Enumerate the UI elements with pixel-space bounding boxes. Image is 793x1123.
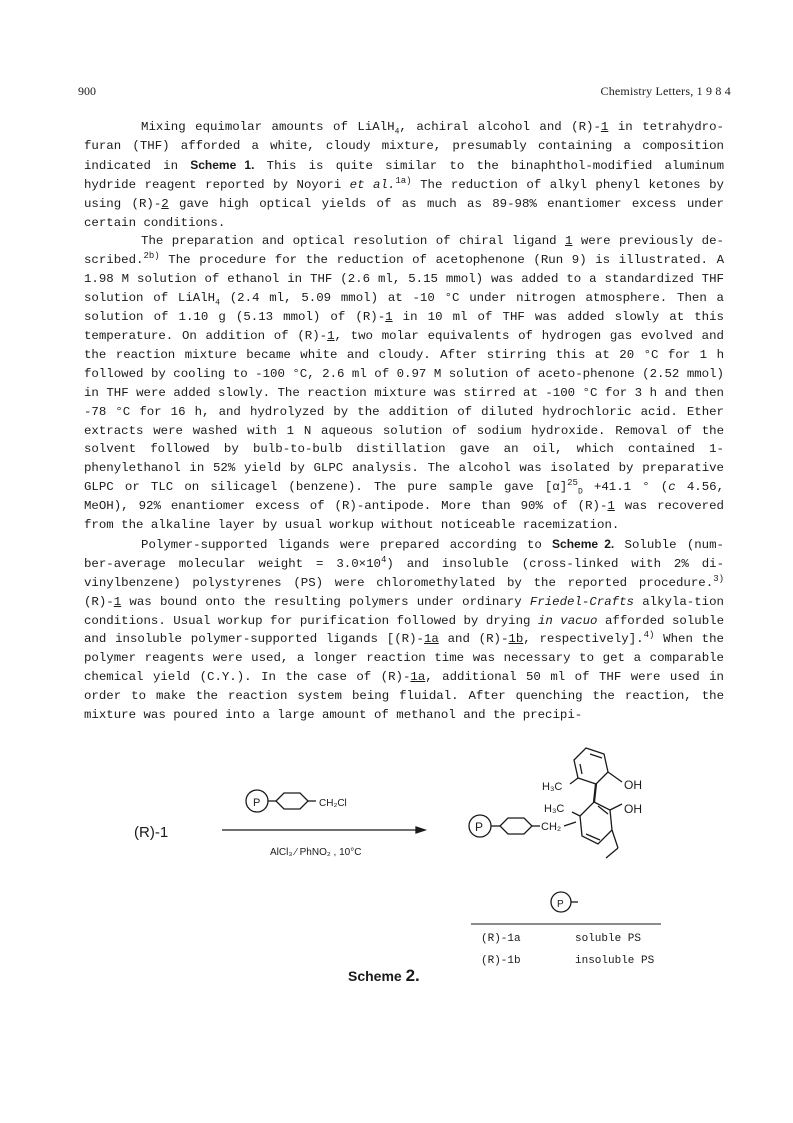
citation-ref: 1a) — [395, 175, 412, 186]
compound-ref: 2 — [161, 196, 169, 211]
bond-line — [608, 772, 622, 782]
double-bond-line — [590, 754, 602, 758]
text-run: 4.56, MeOH), 92% enantiomer excess of (R)-antipode. More than 90% of (R)- — [84, 480, 725, 514]
text-run: (R)- — [84, 594, 114, 609]
text-run: Soluble (num-ber-average molecular weight = 3.0×10 — [84, 537, 724, 571]
compound-ref: 1 — [113, 594, 122, 609]
italic-run: in vacuo — [537, 613, 598, 628]
compound-ref: 1 — [385, 310, 393, 325]
subscript: 4 — [394, 127, 400, 137]
reactant-label: (R)-1 — [134, 824, 169, 841]
text-run: The reduction of alkyl phenyl ketones by using (R)- — [84, 177, 724, 211]
text-run: Polymer-supported ligands were prepared according to — [141, 537, 553, 552]
text-run: Mixing equimolar amounts of LiAlH — [141, 120, 395, 134]
text-run: , achiral alcohol and (R)- — [399, 120, 601, 134]
caption-word: Scheme — [348, 968, 402, 984]
paragraph-3 — [84, 535, 724, 725]
table-row — [471, 955, 661, 977]
benzene-ring-icon — [500, 818, 532, 834]
compound-ref: 1b — [508, 632, 524, 647]
footer-p-label: P — [557, 899, 564, 910]
benzene-ring-icon — [276, 793, 308, 809]
caption-number: 2. — [405, 966, 420, 985]
citation-ref: 2b) — [143, 251, 160, 262]
subscript: 4 — [215, 298, 220, 308]
text-run: in 10 ml of THF was added slowly at this temperature. On addition of (R)- — [84, 310, 724, 343]
paragraph-2 — [84, 232, 724, 535]
text-run: (2.4 ml, 5.09 mmol) at -10 °C under nitrogen atmosphere. Then a solution of 1.10 g (5.13 mmol) of (R)- — [84, 291, 724, 325]
reagent-p-label: P — [253, 797, 261, 809]
double-bond-line — [580, 764, 582, 774]
compound-cell: (R)-1b — [481, 955, 521, 967]
table-row — [471, 933, 661, 955]
subscript: D — [577, 487, 583, 497]
text-run: When the polymer reagents were used, a longer reaction time was necessary to get a comparable chemical yield (C.Y.). In the case of (R)- — [84, 632, 724, 685]
text-run: was recovered from the alkaline layer by usual workup without noticeable racemization. — [84, 499, 724, 533]
bond-line — [610, 804, 622, 810]
article-body — [84, 118, 724, 725]
product-table — [471, 933, 661, 977]
superscript: 4 — [380, 554, 387, 565]
citation-ref: 3) — [713, 573, 724, 584]
italic-run: et al. — [349, 177, 396, 192]
bond-line — [570, 778, 578, 784]
bond-line — [606, 848, 618, 858]
text-run: The preparation and optical resolution of chiral ligand — [141, 234, 565, 249]
text-run: , two molar equivalents of hydrogen gas evolved and the reaction mixture became white and cloudy. After stirring this at 20 °C for 1 h followed by cooling to -100 °C, 2.6 ml of 0.97 M solution of aceto-phenone (2.52 mmol) in THF were added slowly. The reaction mixture was stirred at -100 °C for 3 h and then -78 °C for 16 h, and hydrolyzed by the addition of diluted hydrochloric acid. Ether extracts were washed with 1 N aqueous solution of sodium hydroxide. Removal of the solvent followed by bulb-to-bulb distillation gave an oil, which contained 1-phenylethanol in 52% yield by GLPC analysis. The alcohol was isolated by preparative GLPC or TLC on silicagel (benzene). The pure sample gave [α] — [84, 328, 724, 495]
scheme-caption — [348, 966, 420, 986]
oh-bottom-label: OH — [624, 802, 642, 816]
compound-ref: 1a — [423, 632, 439, 647]
reaction-arrowhead-icon — [416, 827, 425, 833]
bond-line — [564, 822, 576, 826]
citation-ref: 4) — [643, 630, 655, 641]
scheme-ref: Scheme 1. — [190, 157, 255, 172]
conditions-label: AlCl₃ ∕ PhNO₂ , 10°C — [270, 847, 362, 858]
compound-ref: 1a — [410, 670, 426, 685]
text-run: +41.1 ° ( — [582, 480, 669, 495]
compound-ref: 1 — [327, 328, 335, 343]
scheme-2-figure — [120, 740, 680, 1000]
text-run: The procedure for the reduction of acetophenone (Run 9) is illustrated. A 1.98 M solution of ethanol in THF (2.6 ml, 5.15 mmol) was added to a standardized THF solution of LiAlH — [84, 253, 724, 306]
bond-line — [572, 812, 580, 816]
superscript: 25 — [567, 478, 578, 489]
aromatic-ring-icon — [574, 748, 608, 784]
biaryl-bond-line — [594, 784, 596, 802]
text-run: gave high optical yields of as much as 89-98% enantiomer excess under certain conditions. — [84, 196, 724, 230]
bond-line — [612, 830, 618, 848]
scheme-ref: Scheme 2. — [552, 536, 615, 551]
support-cell: insoluble PS — [575, 955, 655, 967]
text-run: This is quite similar to the binaphthol-modified aluminum hydride reagent reported by Noyori — [84, 158, 725, 192]
italic-run: Friedel-Crafts — [529, 594, 634, 609]
text-run: afforded soluble and insoluble polymer-supported ligands [(R)- — [84, 613, 724, 647]
compound-ref: 1 — [565, 234, 573, 249]
h3c-bottom-label: H₃C — [544, 803, 565, 815]
page-number: 900 — [78, 84, 96, 98]
journal-name: Chemistry Letters, 1 9 8 4 — [600, 84, 731, 98]
text-run: , respectively]. — [523, 632, 644, 647]
compound-ref: 1 — [607, 499, 615, 514]
text-run: and (R)- — [438, 632, 509, 647]
oh-top-label: OH — [624, 778, 642, 792]
text-run: were previously de-scribed. — [84, 234, 724, 268]
support-cell: soluble PS — [575, 933, 642, 945]
text-run: in tetrahydro-furan (THF) afforded a white, cloudy mixture, presumably containing a composition indicated in — [84, 120, 724, 173]
running-header — [78, 84, 731, 100]
text-run: was bound onto the resulting polymers under ordinary — [121, 594, 530, 609]
text-run: alkyla-tion conditions. Usual workup for purification followed by drying — [84, 594, 724, 628]
text-run: ) and insoluble (cross-linked with 2% di-vinylbenzene) polystyrenes (PS) were chloromethylated by the reported procedure. — [84, 556, 724, 590]
compound-ref: 1 — [600, 120, 609, 134]
italic-run: c — [668, 480, 676, 495]
text-run: , additional 50 ml of THF were used in order to make the reaction system being fluidal. After quenching the reaction, the mixture was poured into a large amount of methanol and the precipi- — [84, 670, 724, 723]
compound-cell: (R)-1a — [481, 933, 521, 945]
ch2-label: CH₂ — [541, 821, 562, 833]
reagent-group-label: CH₂Cl — [319, 798, 347, 809]
h3c-top-label: H₃C — [542, 781, 563, 793]
product-p-label: P — [475, 820, 484, 834]
paragraph-1 — [84, 118, 724, 232]
